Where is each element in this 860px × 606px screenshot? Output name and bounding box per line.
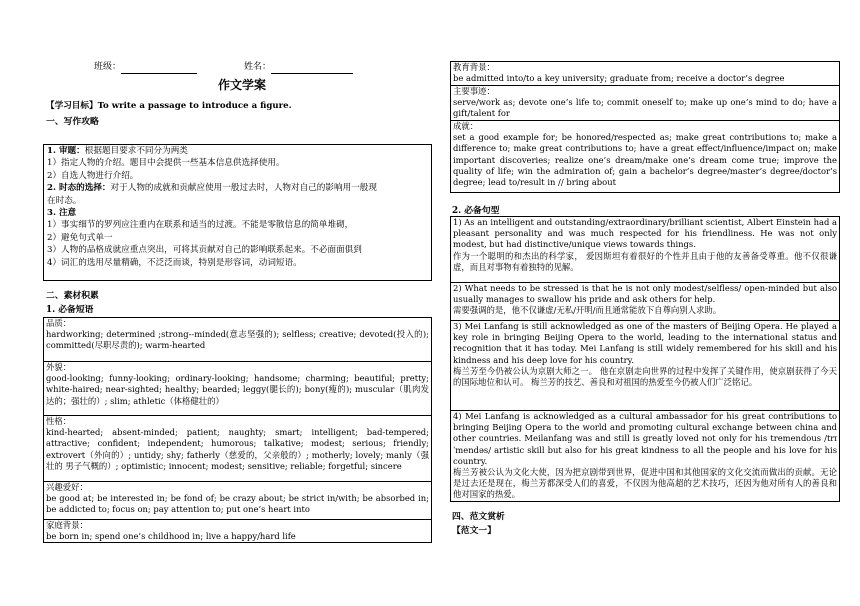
section-1-title: 一、写作攻略 bbox=[46, 117, 99, 127]
phrase-row-education: 教育背景： be admitted into/to a key university; graduate from; receive a doctor’s degree bbox=[451, 62, 839, 86]
name-blank[interactable] bbox=[271, 63, 353, 74]
class-blank[interactable] bbox=[121, 63, 197, 74]
strategy-line: 2. 时态的选择：对于人物的成就和贡献应使用一般过去时，人物对自己的影响用一般现 bbox=[47, 183, 377, 194]
sample-1-label: 【范文一】 bbox=[452, 526, 496, 536]
strategy-box bbox=[43, 144, 432, 281]
phrases-table-right bbox=[450, 61, 840, 193]
sentence-row-1: 1) As an intelligent and outstanding/extraordinary/brilliant scientist, Albert Einstein had a pleasant personality and was much respected for his friendliness. He was not only modest, but had distinctive/unique views towards things. 作为一个聪明的和杰出的科学家， 爱因斯坦有着很好的个性并且由于他的友善备受尊重。他不仅很谦虚，而且对事物有着独特的见解。 bbox=[451, 217, 839, 283]
sentence-row-2: 2) What needs to be stressed is that he is not only modest/selfless/ open-minded but also usually manages to swallow his pride and ask others for help. 需要强调的是，他不仅谦虚/无私/开明/而且通常能放下自尊向别人求助。 bbox=[451, 283, 839, 321]
strategy-line: 2）避免句式单一 bbox=[47, 232, 113, 243]
goal-text: To write a passage to introduce a figure. bbox=[97, 101, 292, 111]
sentences-subtitle: 2. 必备句型 bbox=[452, 206, 500, 216]
phrase-row-achievements: 成就： set a good example for; be honored/respected as; make great contributions to; make a difference to; make great contributions to; have a great effect/influence/impact on; make important discoveries; realize one’s dream/make one’s dream come true; improve the quality of life; win the admiration of; gain a bachelor’s degree/master’s degree/doctor’s degree; lead to/result in // bring about bbox=[453, 121, 837, 188]
strategy-line: 1）指定人物的介绍。题目中会提供一些基本信息供选择使用。 bbox=[47, 158, 285, 169]
strategy-line: 2）自选人物进行介绍。 bbox=[47, 170, 139, 181]
strategy-line: 3）人物的品格成就应重点突出，可将其贡献对自己的影响联系起来。不必面面俱到 bbox=[47, 245, 362, 256]
strategy-line: 3. 注意 bbox=[47, 208, 77, 219]
phrases-subtitle: 1. 必备短语 bbox=[46, 305, 94, 315]
phrases-table-left bbox=[43, 317, 432, 543]
goal-label: 【学习目标】 bbox=[46, 101, 98, 111]
class-field bbox=[94, 62, 197, 74]
strategy-line: 4）词汇的选用尽量精确，不泛泛而谈，特别是形容词，动词短语。 bbox=[47, 257, 302, 268]
name-label: 姓名： bbox=[244, 62, 272, 72]
strategy-line: 1）事实细节的罗列应注重内在联系和适当的过渡。不能是零散信息的简单堆砌， bbox=[47, 220, 354, 231]
sentences-table bbox=[450, 216, 840, 502]
sentence-row-3: 3) Mei Lanfang is still acknowledged as one of the masters of Beijing Opera. He played a key role in bringing Beijing Opera to the world, leading to the international status and recognition that it has today. Mei Lanfang is still widely remembered for his skill and his kindness and his deep love for his country. 梅兰芳至今仍被公认为京剧大师之一。 他在京剧走向世界的过程中发挥了关键作用，使京剧获得了今天的国际地位和认可。 梅兰芳的技艺、善良和对祖国的热爱至今仍被人们广泛铭记。 bbox=[451, 321, 839, 411]
phrase-row-quality: 品质： hardworking; determined ;strong--minded(意志坚强的); selfless; creative; devoted(投入的); committed(尽职尽责的); warm-hearted bbox=[44, 318, 431, 362]
learning-goal bbox=[46, 101, 292, 113]
class-label: 班级： bbox=[94, 62, 122, 72]
phrase-row-hobbies: 兴趣爱好： be good at; be interested in; be fond of; be crazy about; be strict in/with; be absorbed in; be addicted to; focus on; pay attention to; put one’s heart into bbox=[44, 482, 431, 520]
strategy-line: 在时态。 bbox=[47, 195, 82, 206]
phrase-row-appearance: 外貌： good-looking; funny-looking; ordinary-looking; handsome; charming; beautiful; pretty; white-haired; near-sighted; healthy; bearded; leggy(腿长的); bony(瘦的); muscular（肌肉发达的；强壮的）; slim; athletic（体格健壮的） bbox=[44, 362, 431, 416]
section-2-title: 二、素材积累 bbox=[46, 291, 99, 301]
page-title: 作文学案 bbox=[218, 78, 267, 92]
section-4-title: 四、范文赏析 bbox=[452, 512, 505, 522]
phrase-row-deeds: 主要事迹： serve/work as; devote one’s life to; commit oneself to; make up one’s mind to do; have a gift/talent for bbox=[451, 86, 839, 121]
sentence-row-4: 4) Mei Lanfang is acknowledged as a cultural ambassador for his great contributions to bringing Beijing Opera to the world and promoting cultural exchange between china and other countries. Meilanfang was and still is greatly loved not only for his tremendous /trɪˈmendəs/ artistic skill but also for his great kindness to all the people and his love for his country. 梅兰芳被公认为文化大使，因为把京剧带到世界，促进中国和其他国家的文化交流而做出的贡献。无论是过去还是现在，梅兰芳都深受人们的喜爱，不仅因为他高超的艺术技巧，还因为他对所有人的善良和他对国家的热爱。 bbox=[453, 411, 837, 500]
name-field bbox=[244, 62, 353, 74]
strategy-line: 1. 审题：根据题目要求不同分为两类 bbox=[47, 146, 188, 156]
phrase-row-personality: 性格： kind-hearted; absent-minded; patient; naughty; smart; intelligent; bad-tempered; attractive; confident; independent; humorous; talkative; modest; serious; friendly; extrovert（外向的）; untidy; shy; fatherly（慈爱的，父亲般的）; motherly; lovely; manly（强壮的 男子气概的）; optimistic; innocent; modest; sensitive; reliable; forgetful; sincere bbox=[44, 416, 431, 482]
phrase-row-family: 家庭背景： be born in; spend one’s childhood in; live a happy/hard life bbox=[46, 520, 296, 542]
